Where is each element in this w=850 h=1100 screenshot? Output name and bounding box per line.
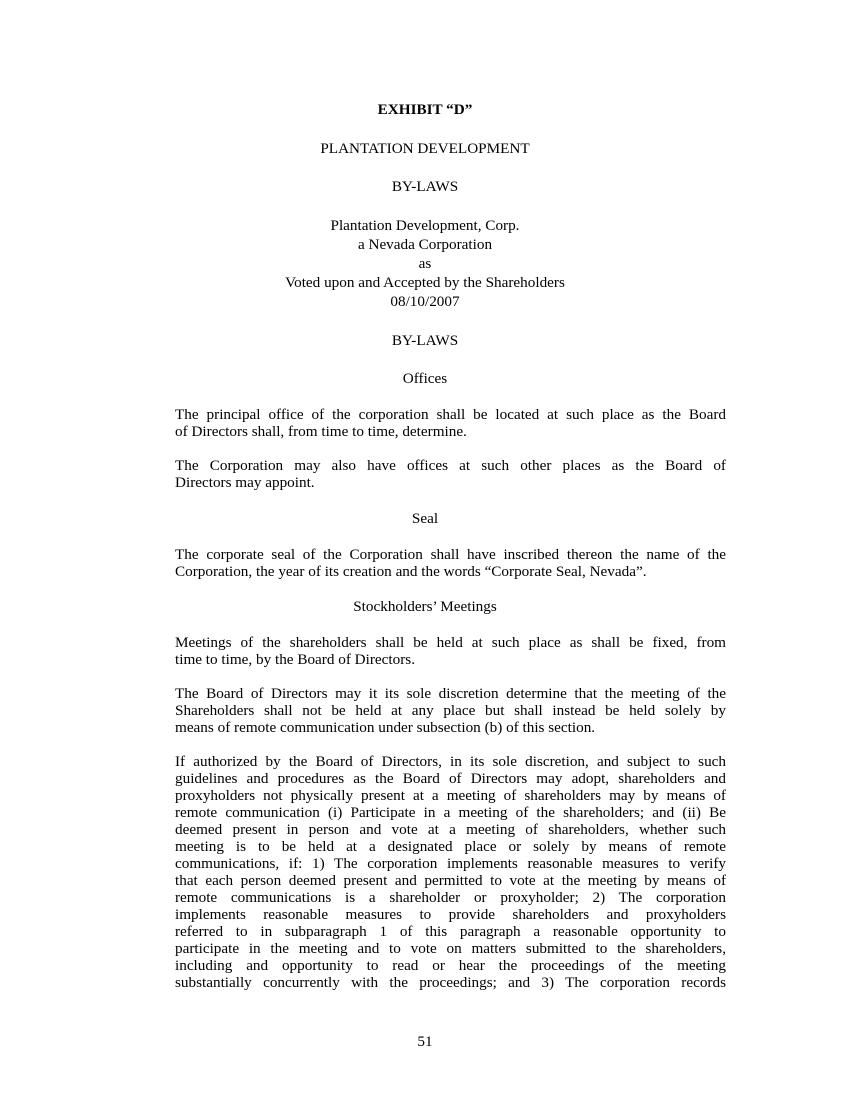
text-line: Directors may appoint. [175, 474, 315, 491]
intro-date: 08/10/2007 [390, 293, 460, 310]
offices-paragraph-1 [175, 406, 726, 440]
text-line: that each person deemed present and permitted to vote at the meeting by means of [175, 872, 726, 889]
stockholders-paragraph-2 [175, 685, 726, 736]
text-line: The principal office of the corporation shall be located at such place as the Board [175, 406, 726, 423]
intro-corporation-type: a Nevada Corporation [357, 236, 493, 253]
stockholders-meetings-heading: Stockholders’ Meetings [353, 598, 497, 615]
text-line: remote communications is a shareholder or proxyholder; 2) The corporation [175, 889, 726, 906]
text-line: Corporation, the year of its creation and the words “Corporate Seal, Nevada”. [175, 563, 647, 580]
text-line: proxyholders not physically present at a meeting of shareholders may by means of [175, 787, 726, 804]
bylaws-heading-2: BY-LAWS [391, 332, 459, 349]
bylaws-heading: BY-LAWS [391, 178, 459, 195]
intro-as: as [418, 255, 432, 272]
stockholders-paragraph-1 [175, 634, 726, 668]
text-line: referred to in subparagraph 1 of this paragraph a reasonable opportunity to [175, 923, 726, 940]
text-line: Shareholders shall not be held at any place but shall instead be held solely by [175, 702, 726, 719]
text-line: remote communication (i) Participate in a meeting of the shareholders; and (ii) Be [175, 804, 726, 821]
text-line: of Directors shall, from time to time, determine. [175, 423, 467, 440]
text-line: participate in the meeting and to vote on matters submitted to the shareholders, [175, 940, 726, 957]
text-line: meeting is to be held at a designated place or solely by means of remote [175, 838, 726, 855]
text-line: If authorized by the Board of Directors, in its sole discretion, and subject to such [175, 753, 726, 770]
offices-heading: Offices [402, 370, 448, 387]
intro-voted-line: Voted upon and Accepted by the Shareholders [285, 274, 565, 291]
seal-heading: Seal [411, 510, 439, 527]
page-number: 51 [417, 1033, 433, 1050]
text-line: Meetings of the shareholders shall be held at such place as shall be fixed, from [175, 634, 726, 651]
seal-paragraph-1 [175, 546, 726, 580]
text-line: deemed present in person and vote at a meeting of shareholders, whether such [175, 821, 726, 838]
offices-paragraph-2 [175, 457, 726, 491]
text-line: implements reasonable measures to provide shareholders and proxyholders [175, 906, 726, 923]
company-heading: PLANTATION DEVELOPMENT [320, 140, 530, 157]
text-line: means of remote communication under subsection (b) of this section. [175, 719, 596, 736]
text-line: The corporate seal of the Corporation shall have inscribed thereon the name of the [175, 546, 726, 563]
stockholders-paragraph-3 [175, 753, 726, 991]
exhibit-title: EXHIBIT “D” [377, 101, 473, 118]
text-line: time to time, by the Board of Directors. [175, 651, 415, 668]
text-line: The Corporation may also have offices at such other places as the Board of [175, 457, 726, 474]
text-line: The Board of Directors may it its sole discretion determine that the meeting of the [175, 685, 726, 702]
text-line: guidelines and procedures as the Board of Directors may adopt, shareholders and [175, 770, 726, 787]
text-line: substantially concurrently with the proceedings; and 3) The corporation records [175, 974, 726, 991]
text-line: communications, if: 1) The corporation implements reasonable measures to verify [175, 855, 726, 872]
intro-company-name: Plantation Development, Corp. [330, 217, 520, 234]
text-line: including and opportunity to read or hear the proceedings of the meeting [175, 957, 726, 974]
